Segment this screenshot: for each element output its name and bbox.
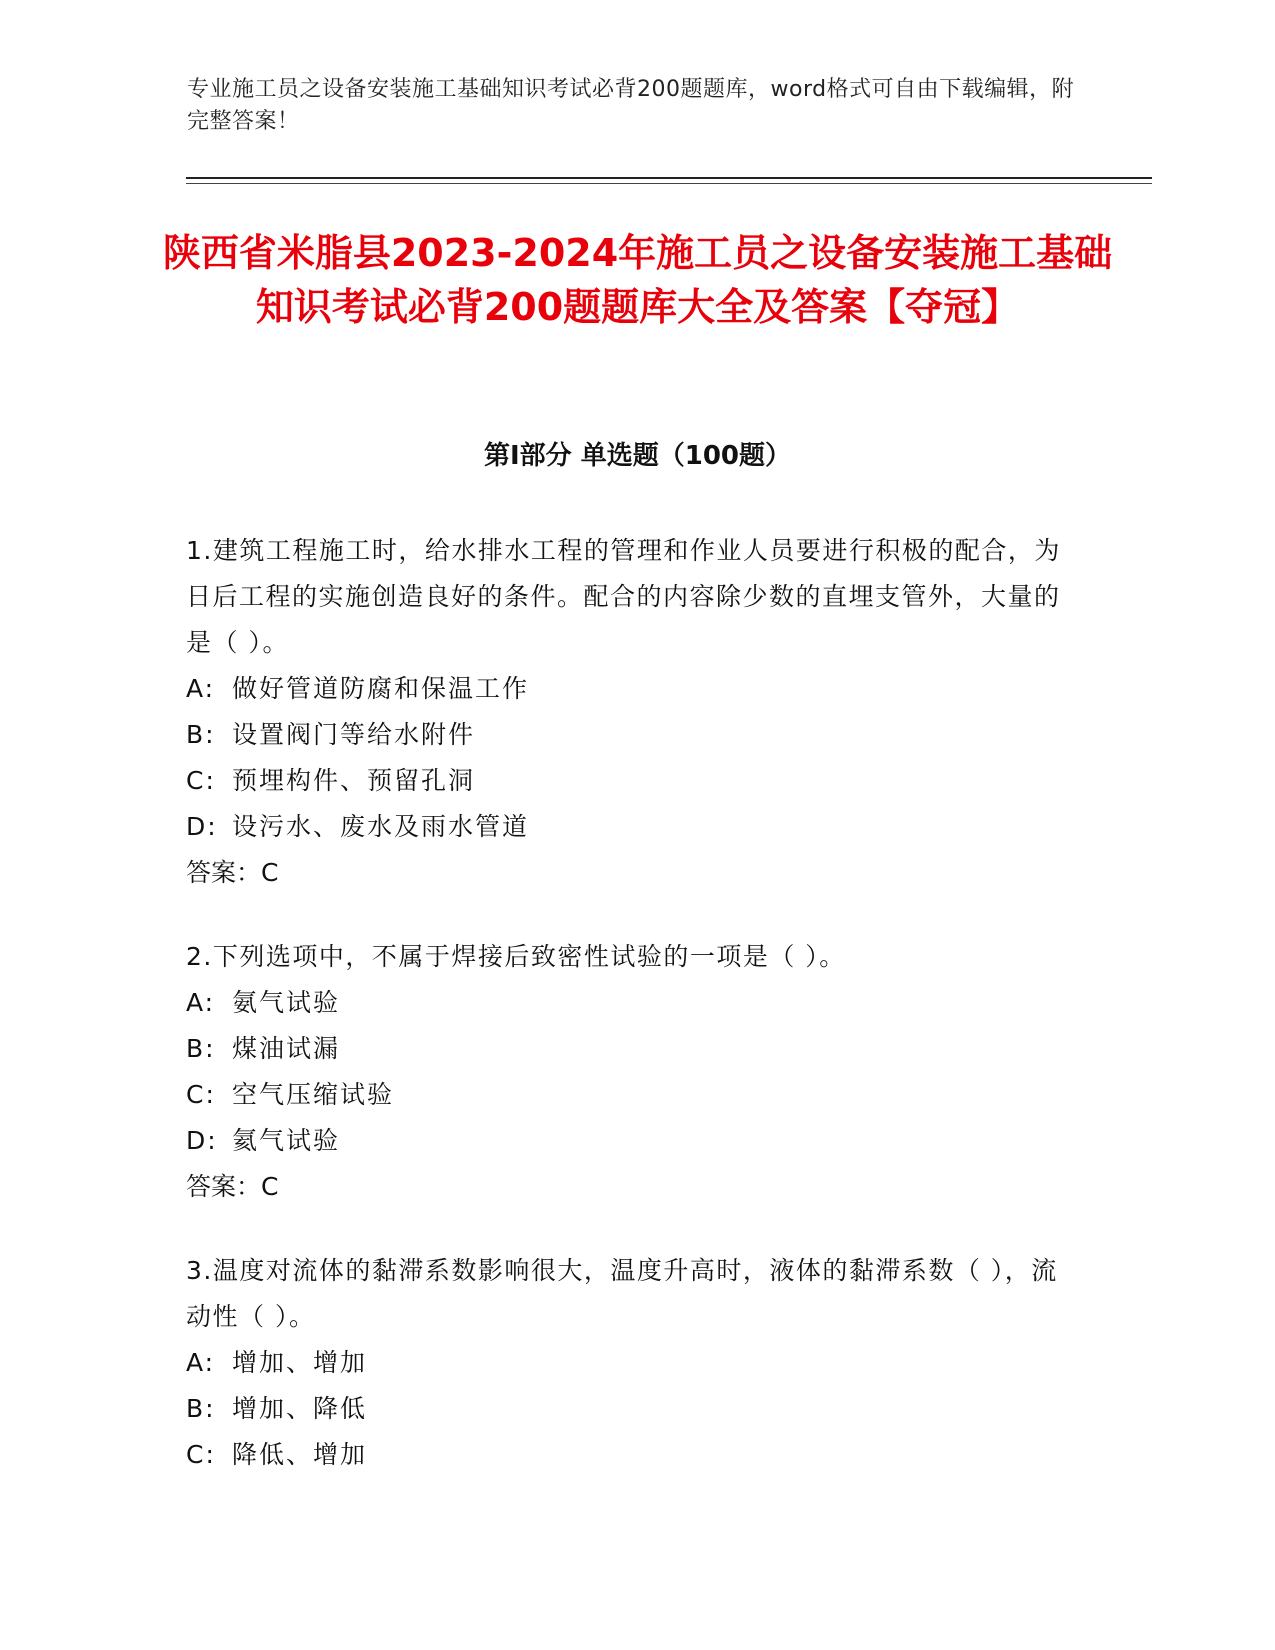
option-d	[186, 804, 1066, 850]
header-rule-thin	[186, 183, 1152, 184]
option-d	[186, 1118, 1066, 1164]
question-stem: 3.温度对流体的黏滞系数影响很大，温度升高时，液体的黏滞系数（ ），流动性（ ）。	[186, 1256, 1058, 1331]
option-text: 预埋构件、预留孔洞	[232, 766, 476, 795]
section-heading: 第Ⅰ部分 单选题（100题）	[484, 441, 791, 471]
option-text: 增加、降低	[232, 1394, 368, 1423]
option-text: 增加、增加	[232, 1348, 368, 1377]
option-key: C:	[186, 1440, 216, 1469]
header-note: 专业施工员之设备安装施工基础知识考试必背200题题库，word格式可自由下载编辑，附完整答案！	[187, 77, 1075, 134]
question-list	[186, 528, 1066, 1516]
header-rule-thick	[186, 177, 1152, 179]
option-text: 氦气试验	[232, 1126, 341, 1155]
option-key: A:	[186, 988, 216, 1017]
option-text: 煤油试漏	[232, 1034, 341, 1063]
question-2	[186, 934, 1066, 1210]
option-a	[186, 980, 1066, 1026]
option-text: 降低、增加	[232, 1440, 368, 1469]
answer: 答案：C	[186, 1172, 279, 1201]
answer: 答案：C	[186, 858, 279, 887]
option-key: B:	[186, 720, 216, 749]
option-b	[186, 1386, 1066, 1432]
question-stem: 2.下列选项中，不属于焊接后致密性试验的一项是（ ）。	[186, 942, 846, 971]
option-c	[186, 1432, 1066, 1478]
option-text: 空气压缩试验	[232, 1080, 395, 1109]
question-1	[186, 528, 1066, 896]
option-text: 设污水、废水及雨水管道	[232, 812, 530, 841]
option-text: 设置阀门等给水附件	[232, 720, 476, 749]
option-key: A:	[186, 674, 216, 703]
option-key: C:	[186, 1080, 216, 1109]
option-text: 做好管道防腐和保温工作	[232, 674, 530, 703]
question-stem: 1.建筑工程施工时，给水排水工程的管理和作业人员要进行积极的配合，为日后工程的实施创造良好的条件。配合的内容除少数的直埋支管外，大量的是（ ）。	[186, 536, 1061, 657]
option-text: 氨气试验	[232, 988, 341, 1017]
option-key: C:	[186, 766, 216, 795]
option-key: B:	[186, 1394, 216, 1423]
option-c	[186, 1072, 1066, 1118]
option-key: D:	[186, 812, 218, 841]
option-b	[186, 1026, 1066, 1072]
option-a	[186, 666, 1066, 712]
document-title: 陕西省米脂县2023-2024年施工员之设备安装施工基础知识考试必背200题题库大全及答案【夺冠】	[162, 231, 1113, 329]
option-b	[186, 712, 1066, 758]
option-key: A:	[186, 1348, 216, 1377]
option-key: D:	[186, 1126, 218, 1155]
option-a	[186, 1340, 1066, 1386]
option-key: B:	[186, 1034, 216, 1063]
question-3	[186, 1248, 1066, 1478]
option-c	[186, 758, 1066, 804]
